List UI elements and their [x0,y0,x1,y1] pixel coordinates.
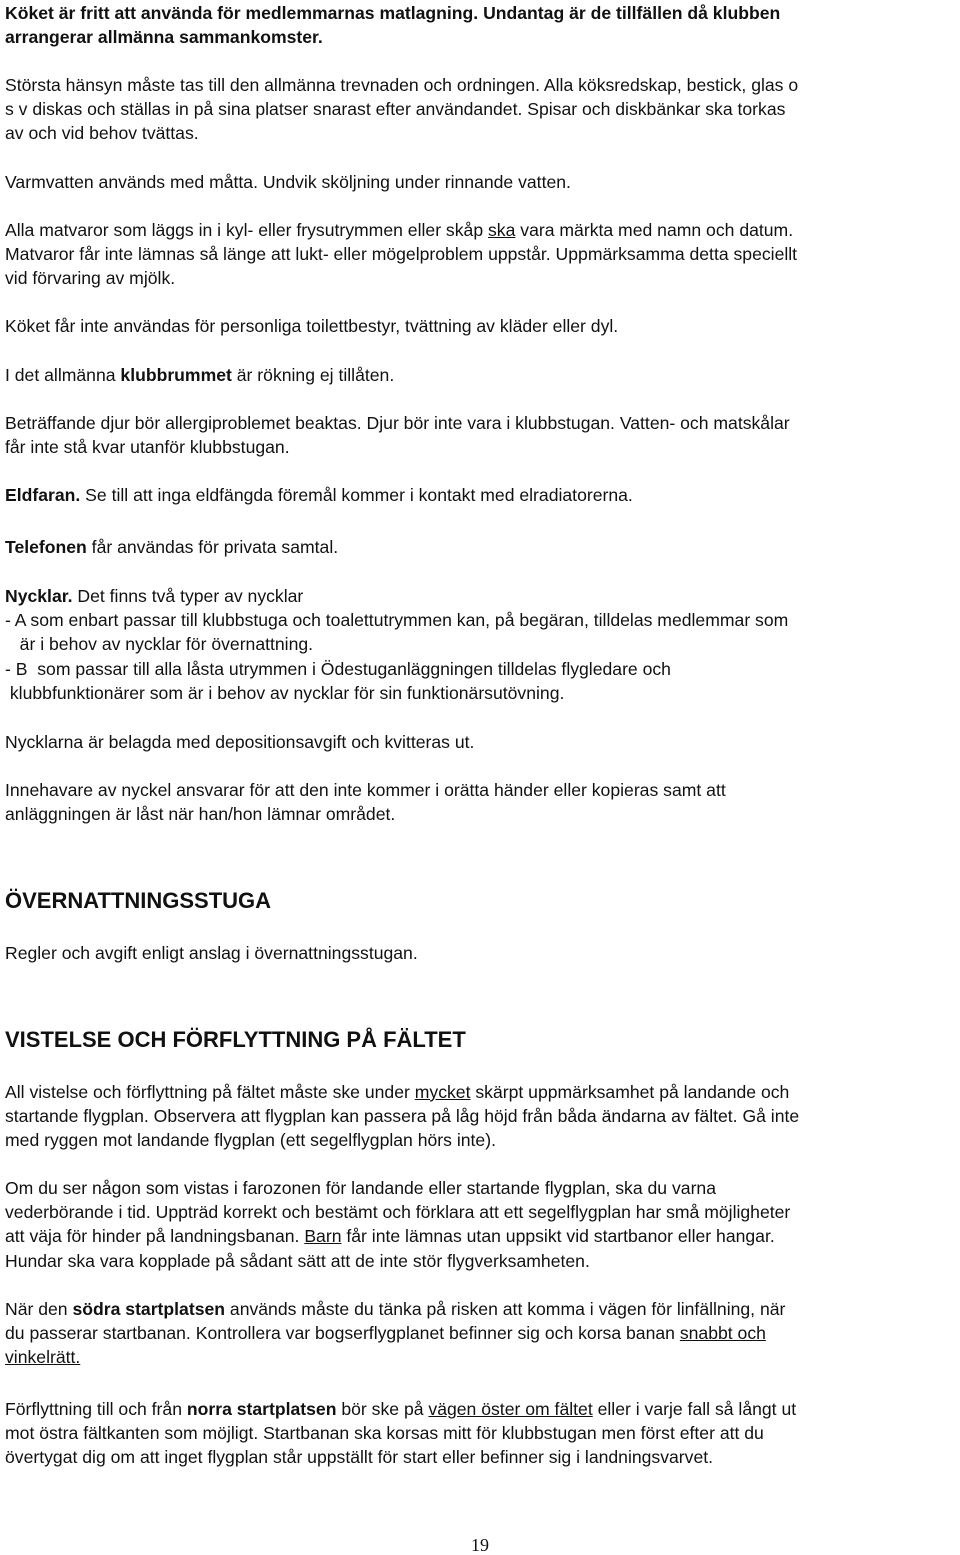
paragraph-kitchen-use: Köket får inte användas för personliga toilettbestyr, tvättning av kläder eller dyl. [5,316,619,336]
paragraph-order-line-1: Största hänsyn måste tas till den allmänna trevnaden och ordningen. Alla köksredskap, bestick, glas o [5,75,799,95]
bold-telefonen: Telefonen [5,537,87,557]
paragraph-danger-line-1: Om du ser någon som vistas i farozonen för landande eller startande flygplan, ska du varna [5,1178,716,1198]
paragraph-south-line-3 [5,1345,80,1369]
paragraph-overnight-rules: Regler och avgift enligt anslag i övernattningsstugan. [5,943,418,963]
underlined-snabbt-och: snabbt och [679,1323,766,1343]
paragraph-field-line-1: All vistelse och förflyttning på fältet måste ske under mycket skärpt uppmärksamhet på landande och [5,1082,790,1102]
paragraph-holder-line-2: anläggningen är låst när han/hon lämnar området. [5,804,396,824]
paragraph-food-line-3: vid förvaring av mjölk. [5,268,176,288]
paragraph-deposit: Nycklarna är belagda med depositionsavgift och kvitteras ut. [5,732,475,752]
heading-overnattningsstuga: ÖVERNATTNINGSSTUGA [5,888,272,913]
paragraph-north-line-2: mot östra fältkanten som möjligt. Startbanan ska korsas mitt för klubbstugan men först efter att du [5,1423,764,1443]
paragraph-kitchen-line-2: arrangerar allmänna sammankomster. [5,27,323,47]
bold-sodra-startplatsen: södra startplatsen [72,1299,226,1319]
paragraph-food-line-1: Alla matvaror som läggs in i kyl- eller frysutrymmen eller skåp ska vara märkta med namn och datum. [5,220,794,240]
paragraph-keys-line-4: - B som passar till alla låsta utrymmen i Ödestuganläggningen tilldelas flygledare och [5,659,671,679]
paragraph-keys-line-3: är i behov av nycklar för övernattning. [5,634,314,654]
paragraph-holder-line-1: Innehavare av nyckel ansvarar för att den inte kommer i orätta händer eller kopieras samt att [5,780,726,800]
paragraph-south-line-1: När den södra startplatsen används måste du tänka på risken att komma i vägen för linfällning, när [5,1299,786,1319]
paragraph-keys-line-1: Nycklar. Det finns två typer av nycklar [5,586,304,606]
paragraph-kitchen-line-1: Köket är fritt att använda för medlemmarnas matlagning. Undantag är de tillfällen då klubben [5,3,781,23]
paragraph-animals-line-1: Beträffande djur bör allergiproblemet beaktas. Djur bör inte vara i klubbstugan. Vatten- och matskålar [5,413,790,433]
paragraph-field-line-2: startande flygplan. Observera att flygplan kan passera på låg höjd från båda ändarna av fältet. Gå inte [5,1106,800,1126]
paragraph-danger-line-3: att väja för hinder på landningsbanan. Barn får inte lämnas utan uppsikt vid startbanor eller hangar. [5,1226,775,1246]
paragraph-order-line-2: s v diskas och ställas in på sina platser snarast efter användandet. Spisar och diskbänkar ska torkas [5,99,786,119]
underlined-vinkelratt: vinkelrätt. [5,1347,81,1367]
paragraph-food-line-2: Matvaror får inte lämnas så länge att lukt- eller mögelproblem uppstår. Uppmärksamma detta speciellt [5,244,798,264]
paragraph-south-line-2: du passerar startbanan. Kontrollera var bogserflygplanet befinner sig och korsa banan snabbt och [5,1323,766,1343]
paragraph-field-line-3: med ryggen mot landande flygplan (ett segelflygplan hörs inte). [5,1130,496,1150]
heading-vistelse: VISTELSE OCH FÖRFLYTTNING PÅ FÄLTET [5,1027,466,1052]
paragraph-keys-line-5: klubbfunktionärer som är i behov av nycklar för sin funktionärsutövning. [5,683,565,703]
underlined-barn: Barn [304,1226,342,1246]
paragraph-danger-line-2: vederbörande i tid. Uppträd korrekt och bestämt och förklara att ett segelflygplan har små möjligheter [5,1202,791,1222]
bold-nycklar: Nycklar. [5,586,73,606]
paragraph-danger-line-4: Hundar ska vara kopplade på sådant sätt att de inte stör flygverksamheten. [5,1251,590,1271]
paragraph-animals-line-2: får inte stå kvar utanför klubbstugan. [5,437,290,457]
paragraph-order-line-3: av och vid behov tvättas. [5,123,199,143]
underlined-vagen-oster: vägen öster om fältet [428,1399,593,1419]
underlined-ska: ska [488,220,516,240]
paragraph-north-line-3: övertygat dig om att inget flygplan står uppställt för start eller befinner sig i landningsvarvet. [5,1447,714,1467]
paragraph-hot-water: Varmvatten används med måtta. Undvik sköljning under rinnande vatten. [5,172,571,192]
paragraph-north-line-1: Förflyttning till och från norra startplatsen bör ske på vägen öster om fältet eller i varje fall så långt ut [5,1399,797,1419]
bold-eldfaran: Eldfaran. [5,485,81,505]
bold-klubbrummet: klubbrummet [120,365,232,385]
paragraph-no-smoking: I det allmänna klubbrummet är rökning ej tillåten. [5,365,395,385]
bold-norra-startplatsen: norra startplatsen [186,1399,337,1419]
underlined-mycket: mycket [414,1082,471,1102]
page-number: 19 [471,1535,489,1555]
paragraph-phone: Telefonen får användas för privata samtal. [5,537,339,557]
paragraph-keys-line-2: - A som enbart passar till klubbstuga och toalettutrymmen kan, på begäran, tilldelas medlemmar som [5,610,789,630]
paragraph-fire: Eldfaran. Se till att inga eldfängda föremål kommer i kontakt med elradiatorerna. [5,485,633,505]
